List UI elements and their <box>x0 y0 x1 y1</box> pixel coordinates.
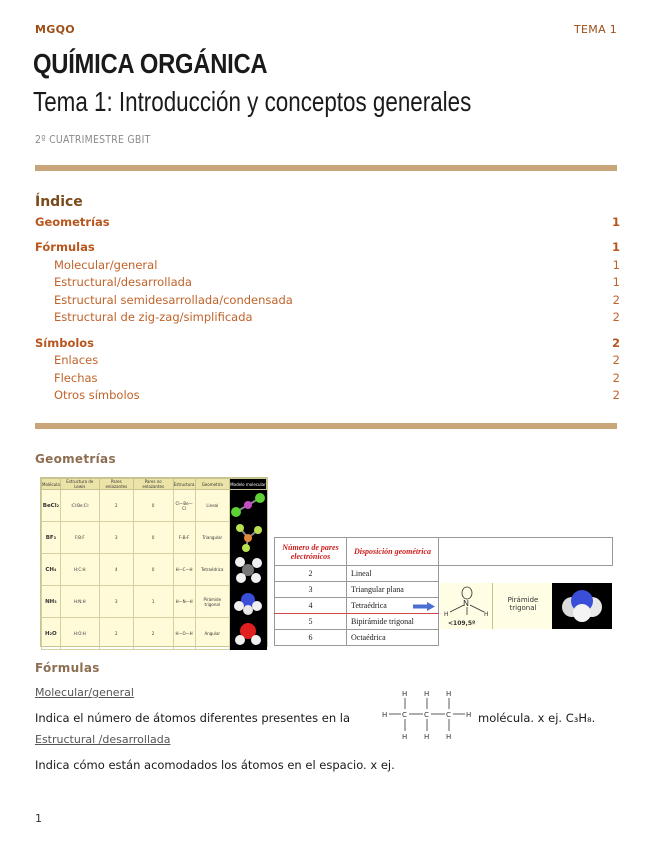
svg-text:H: H <box>466 711 472 719</box>
geo-lone-pairs: 0 <box>133 522 173 554</box>
angle-label: <109,5º <box>448 620 476 627</box>
svg-text:H: H <box>402 690 408 698</box>
svg-text:H: H <box>484 611 489 618</box>
lewis-structure-icon: H:N:H <box>60 586 99 618</box>
ep-count: 6 <box>275 630 347 646</box>
table-row <box>42 586 267 618</box>
geo-molecule: NH₃ <box>42 586 61 618</box>
molecular-example: molécula. x ej. C₃H₈. <box>478 711 596 725</box>
svg-text:H: H <box>446 690 452 698</box>
svg-text:N: N <box>463 599 469 608</box>
lewis-structure-icon: H:C:H <box>60 554 99 586</box>
table-row <box>42 554 267 586</box>
ep-geometry: Tetraédrica <box>351 601 387 610</box>
structure-icon: Cl—Be—Cl <box>173 490 195 522</box>
svg-text:H: H <box>444 611 449 618</box>
ep-geometry: Triangular plana <box>347 582 439 598</box>
nh3-model-icon <box>552 583 612 629</box>
svg-text:H: H <box>424 690 430 698</box>
geo-pairs: 4 <box>99 554 133 586</box>
divider-top <box>35 165 617 171</box>
toc-entry-page: 1 <box>611 240 620 254</box>
ep-geometry: Lineal <box>347 566 439 582</box>
molecular-model-linear-icon <box>229 490 266 522</box>
toc-entry-page: 2 <box>611 336 620 350</box>
toc-entry-label: Molecular/general <box>54 258 158 272</box>
toc-entry-page: 1 <box>611 215 620 229</box>
molecular-description: Indica el número de átomos diferentes presentes en la <box>35 711 351 725</box>
toc-entry-geometrias[interactable] <box>35 215 620 229</box>
table-row <box>275 566 613 582</box>
geo-pairs: 3 <box>99 586 133 618</box>
toc-entry-semidesarrollada[interactable] <box>35 293 620 307</box>
lewis-structure-icon: F:B:F <box>60 522 99 554</box>
svg-text:C: C <box>424 711 429 719</box>
geo-col-header: Estructura de Lewis <box>60 479 99 490</box>
toc-entry-page: 2 <box>612 371 620 385</box>
ep-geometry: Bipirámide trigonal <box>347 614 439 630</box>
toc-entry-page: 2 <box>612 388 620 402</box>
table-row <box>42 618 267 650</box>
lewis-structure-icon: :Cl:Be:Cl: <box>60 490 99 522</box>
toc-entry-molecular[interactable] <box>35 258 620 272</box>
toc-entry-otros-simbolos[interactable] <box>35 388 620 402</box>
toc-entry-flechas[interactable] <box>35 371 620 385</box>
section-heading-geometrias: Geometrías <box>35 452 116 466</box>
geo-col-header: Modelo molecular <box>229 479 266 490</box>
toc-entry-label: Flechas <box>54 371 98 385</box>
ep-geometry: Octaédrica <box>347 630 439 646</box>
molecular-model-pyramid-icon <box>229 586 266 618</box>
geometry-table-image <box>40 477 268 647</box>
estructural-description: Indica cómo están acomodados los átomos en el espacio. x ej. <box>35 758 395 772</box>
svg-text:H: H <box>382 711 388 719</box>
ep-count: 5 <box>275 614 347 630</box>
svg-text:H: H <box>446 733 452 740</box>
ep-col-header: Número de pares electrónicos <box>275 538 347 566</box>
geo-col-header: Pares enlazantes <box>99 479 133 490</box>
molecular-model-trigonal-icon <box>229 522 266 554</box>
divider-bottom <box>35 423 617 429</box>
document-subtitle: Tema 1: Introducción y conceptos generales <box>33 86 472 117</box>
geo-geometry: Lineal <box>195 490 229 522</box>
ep-count: 3 <box>275 582 347 598</box>
geo-geometry: Angular <box>195 618 229 650</box>
toc-entry-label: Geometrías <box>35 215 110 229</box>
propane-structure-icon <box>380 688 475 740</box>
toc-entry-page: 2 <box>612 310 620 324</box>
ep-count: 2 <box>275 566 347 582</box>
structure-icon: H—N—H <box>173 586 195 618</box>
geo-lone-pairs: 0 <box>133 490 173 522</box>
page-number: 1 <box>35 812 42 825</box>
geo-geometry: Tetraédrica <box>195 554 229 586</box>
electron-pairs-table <box>274 537 614 647</box>
toc-entry-simbolos[interactable] <box>35 336 620 350</box>
toc-entry-enlaces[interactable] <box>35 353 620 367</box>
link-molecular-general[interactable]: Molecular/general <box>35 686 134 699</box>
document-title: QUÍMICA ORGÁNICA <box>33 48 268 79</box>
toc-entry-label: Símbolos <box>35 336 95 350</box>
section-heading-formulas: Fórmulas <box>35 661 100 675</box>
ep-col-empty <box>439 538 613 566</box>
geo-pairs: 3 <box>99 522 133 554</box>
toc-entry-page: 2 <box>612 293 620 307</box>
toc-entry-label: Otros símbolos <box>54 388 140 402</box>
nh3-structure-icon <box>442 585 492 627</box>
link-estructural-desarrollada[interactable]: Estructural /desarrollada <box>35 733 171 746</box>
geo-geometry: Triangular <box>195 522 229 554</box>
table-row <box>42 522 267 554</box>
geo-molecule: CH₄ <box>42 554 61 586</box>
toc-heading: Índice <box>35 194 83 210</box>
geo-pairs: 2 <box>99 618 133 650</box>
header-topic: TEMA 1 <box>574 23 617 36</box>
table-row <box>42 490 267 522</box>
pyramid-label: Pirámide trigonal <box>507 596 539 612</box>
header-course-code: MGQO <box>35 23 75 36</box>
geo-lone-pairs: 1 <box>133 586 173 618</box>
geo-molecule: H₂O <box>42 618 61 650</box>
arrow-right-icon <box>413 602 435 611</box>
ep-count: 4 <box>275 598 347 614</box>
toc-entry-label: Estructural de zig-zag/simplificada <box>54 310 253 324</box>
structure-icon: F‹B›F <box>173 522 195 554</box>
geo-col-header: Geometría <box>195 479 229 490</box>
geo-col-header: Pares no enlazantes <box>133 479 173 490</box>
molecular-model-tetrahedral-icon <box>229 554 266 586</box>
pyramid-example <box>440 583 612 629</box>
toc-entry-page: 2 <box>612 353 620 367</box>
geo-col-header: Estructura <box>173 479 195 490</box>
toc-entry-label: Fórmulas <box>35 240 95 254</box>
lewis-structure-icon: H:O:H <box>60 618 99 650</box>
geo-molecule: BeCl₂ <box>42 490 61 522</box>
geo-lone-pairs: 2 <box>133 618 173 650</box>
document-term: 2º CUATRIMESTRE GBIT <box>35 133 151 146</box>
geo-pairs: 2 <box>99 490 133 522</box>
svg-text:H: H <box>402 733 408 740</box>
toc-entry-label: Estructural/desarrollada <box>54 275 192 289</box>
ep-col-header: Disposición geométrica <box>347 538 439 566</box>
toc-entry-zigzag[interactable] <box>35 310 620 324</box>
structure-icon: H—C—H <box>173 554 195 586</box>
svg-text:C: C <box>402 711 407 719</box>
geo-geometry: Pirámide trigonal <box>195 586 229 618</box>
structure-icon: H—O—H <box>173 618 195 650</box>
toc-entry-formulas[interactable] <box>35 240 620 254</box>
svg-text:H: H <box>424 733 430 740</box>
geo-lone-pairs: 0 <box>133 554 173 586</box>
toc-entry-label: Enlaces <box>54 353 99 367</box>
geo-col-header: Molécula <box>42 479 61 490</box>
toc-entry-page: 1 <box>612 275 620 289</box>
toc-entry-page: 1 <box>612 258 620 272</box>
molecular-model-angular-icon <box>229 618 266 650</box>
geo-molecule: BF₃ <box>42 522 61 554</box>
toc-entry-estructural[interactable] <box>35 275 620 289</box>
svg-text:C: C <box>446 711 451 719</box>
toc-entry-label: Estructural semidesarrollada/condensada <box>54 293 293 307</box>
